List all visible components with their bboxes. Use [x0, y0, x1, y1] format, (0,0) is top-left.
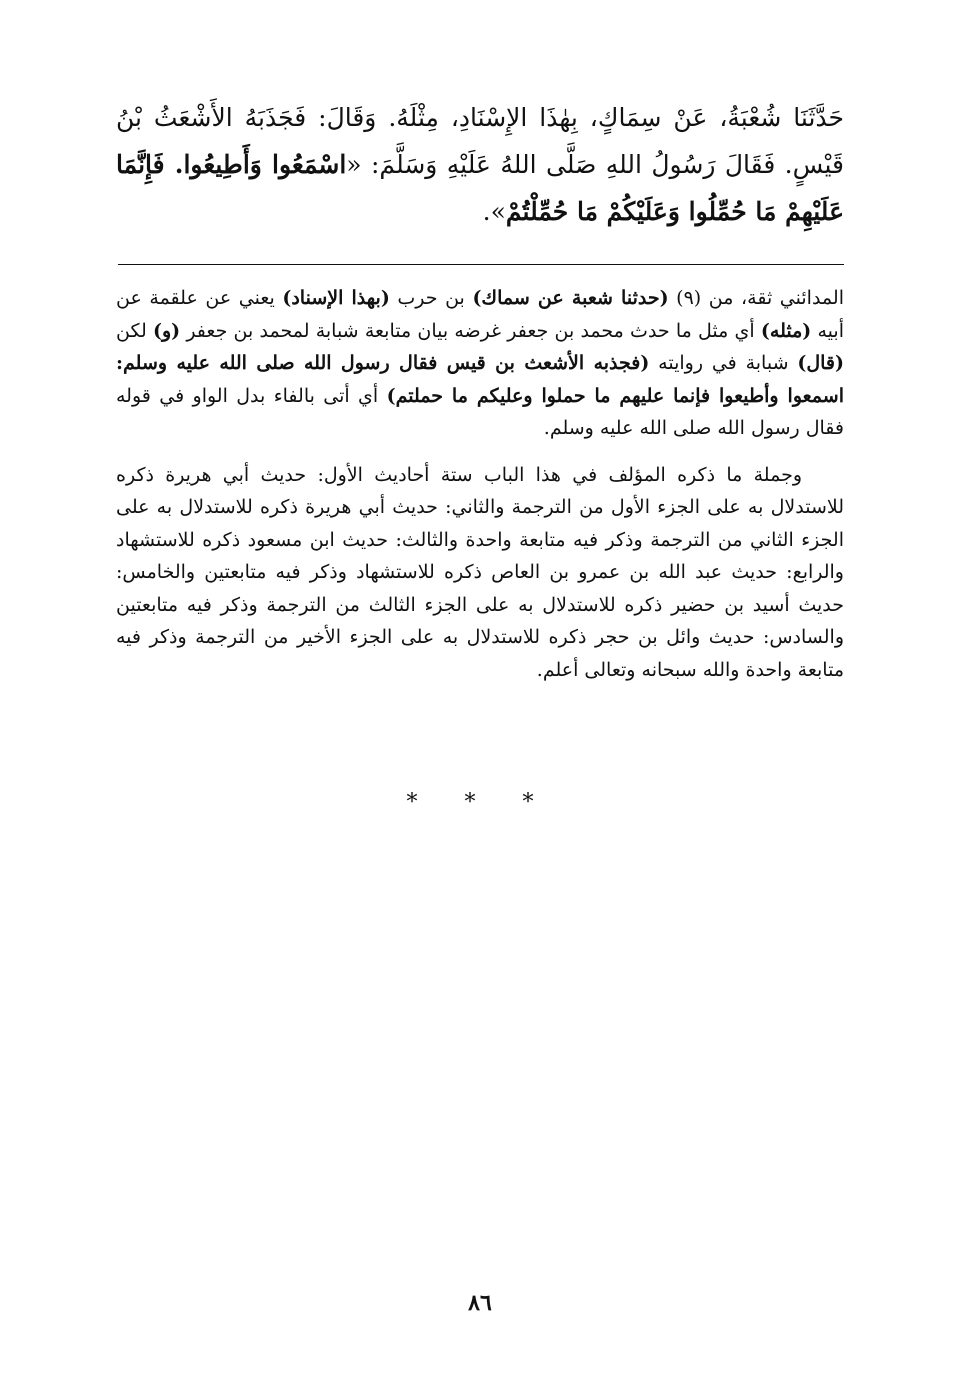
hadith-closing-quote: ». — [482, 197, 506, 226]
commentary-text: أي أتى بالفاء بدل الواو في قوله فقال رسول الله صلى الله عليه وسلم. — [116, 384, 844, 439]
section-separator: * * * — [406, 790, 554, 815]
hadith-chain-and-intro: حَدَّثَنَا شُعْبَةُ، عَنْ سِمَاكٍ، بِهٰذَا الإِسْنَادِ، مِثْلَهُ. وَقَالَ: فَجَذَبَهُ الأَشْعَثُ بْنُ قَيْسٍ. فَقَالَ رَسُولُ اللهِ صَلَّى اللهُ عَلَيْهِ وَسَلَّمَ: « — [116, 103, 844, 179]
commentary-paragraph-1 — [116, 282, 844, 445]
commentary-paragraph-2: وجملة ما ذكره المؤلف في هذا الباب ستة أحاديث الأول: حديث أبي هريرة ذكره للاستدلال به على الجزء الأول من الترجمة والثاني: حديث أبي هريرة ذكره للاستدلال به على الجزء الثاني من الترجمة وذكر فيه متابعة واحدة والثالث: حديث ابن مسعود ذكره للاستشهاد والرابع: حديث عبد الله بن عمرو بن العاص ذكره للاستشهاد وذكر فيه متابعتين والخامس: حديث أسيد بن حضير ذكره للاستدلال به على الجزء الثالث من الترجمة وذكر فيه متابعتين والسادس: حديث وائل بن حجر ذكره للاستدلال به على الجزء الأخير من الترجمة وذكر فيه متابعة واحدة والله سبحانه وتعالى أعلم. — [116, 463, 844, 681]
commentary-block — [116, 282, 844, 700]
footnote-divider — [118, 264, 844, 265]
page-number: ٨٦ — [468, 1290, 492, 1316]
commentary-quoted-text: (حدثنا شعبة عن سماك) — [472, 287, 669, 309]
commentary-text: المدائني ثقة، من (٩) — [668, 287, 844, 309]
commentary-quoted-text: (مثله) — [760, 319, 812, 342]
commentary-text: شبابة في روايته — [649, 352, 798, 374]
commentary-quoted-text: (فجذبه الأشعث بن قيس فقال رسول الله صلى الله عليه وسلم: اسمعوا وأطيعوا فإنما عليهم ما حملوا وعليكم ما حملتم) — [116, 352, 844, 407]
hadith-prophetic-saying: اسْمَعُوا وَأَطِيعُوا. فَإِنَّمَا عَلَيْهِمْ مَا حُمِّلُوا وَعَلَيْكُمْ مَا حُمِّلْتُمْ — [116, 150, 844, 226]
commentary-text: يعني عن علقمة عن أبيه — [116, 287, 844, 342]
commentary-quoted-text: (بهذا الإسناد) — [282, 287, 390, 309]
hadith-text — [116, 94, 844, 235]
commentary-text: أي مثل ما حدث محمد بن جعفر غرضه بيان متابعة شبابة لمحمد بن جعفر — [180, 319, 761, 342]
commentary-quoted-text: (و) — [152, 319, 181, 342]
commentary-text: لكن — [116, 319, 153, 342]
commentary-text: بن حرب — [389, 287, 473, 309]
commentary-quoted-text: (قال) — [797, 352, 844, 374]
